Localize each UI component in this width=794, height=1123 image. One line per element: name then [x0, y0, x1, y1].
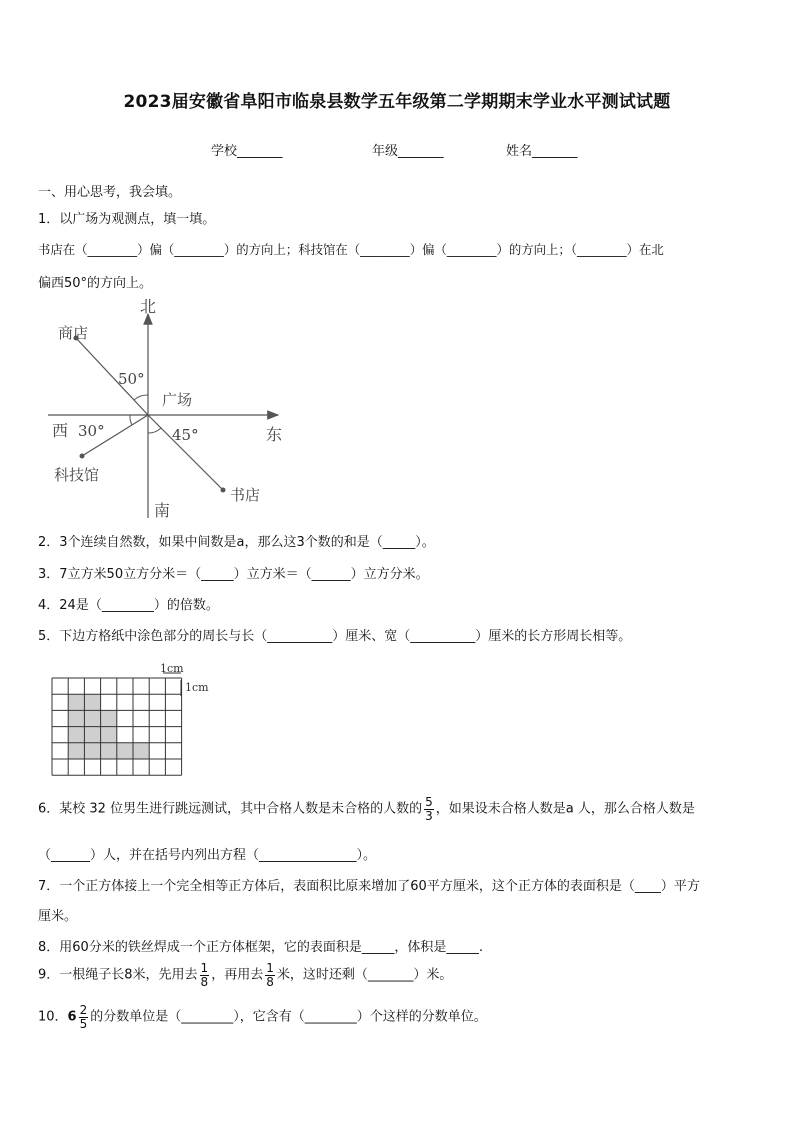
- unit-label-top: 1cm: [160, 662, 184, 675]
- name-field: 姓名_______: [506, 144, 578, 159]
- fraction-2-5: [79, 1004, 89, 1030]
- shaded-cell: [68, 727, 84, 743]
- label-shop: 商店: [58, 324, 89, 342]
- angle-arc-tech: [130, 415, 132, 425]
- fraction-1-8-first: [200, 962, 210, 988]
- angle-arc-shop: [134, 395, 148, 400]
- question-6-line1: [38, 796, 695, 822]
- angle-label-30: 30°: [78, 422, 105, 440]
- question-1-line1: 书店在（________）偏（________）的方向上；科技馆在（________）偏（________）的方向上；（________）在北: [38, 242, 664, 257]
- mixed-number-whole: 6: [67, 1009, 77, 1025]
- shaded-cell: [68, 743, 84, 759]
- fraction-denominator: 3: [425, 808, 433, 823]
- shaded-cell: [133, 743, 149, 759]
- grid-figure: [48, 660, 228, 780]
- question-9-text-b: ，再用去: [211, 967, 264, 983]
- fraction-numerator: 1: [200, 961, 209, 975]
- shaded-cell: [68, 694, 84, 710]
- question-1-stem: 1．以广场为观测点，填一填。: [38, 212, 216, 227]
- question-8: 8．用60分米的铁丝焊成一个正方体框架，它的表面积是_____，体积是_____.: [38, 940, 483, 955]
- shaded-cell: [84, 694, 100, 710]
- fraction-denominator: 5: [79, 1016, 88, 1031]
- unit-label-side: 1cm: [185, 681, 209, 694]
- question-7-line1: 7．一个正方体接上一个完全相等正方体后，表面积比原来增加了60平方厘米，这个正方体的表面积是（____）平方: [38, 879, 700, 894]
- tech-point: [80, 454, 85, 459]
- question-9: [38, 962, 452, 988]
- question-9-text-c: 米，这时还剩（_______）米。: [276, 967, 453, 983]
- question-10-text-b: 的分数单位是（________），它含有（________）个这样的分数单位。: [90, 1009, 487, 1025]
- question-2: 2．3个连续自然数，如果中间数是a，那么这3个数的和是（_____）。: [38, 535, 435, 550]
- fraction-denominator: 8: [266, 974, 274, 989]
- direction-diagram: [46, 296, 296, 522]
- question-4: 4．24是（________）的倍数。: [38, 598, 219, 613]
- question-6-text-a: 6．某校 32 位男生进行跳远测试，其中合格人数是未合格的人数的: [38, 801, 423, 817]
- label-north: 北: [140, 297, 157, 316]
- label-east: 东: [266, 425, 283, 444]
- question-9-text-a: 9．一根绳子长8米，先用去: [38, 967, 198, 983]
- fraction-numerator: 2: [79, 1003, 88, 1017]
- question-10: [38, 1004, 487, 1030]
- shaded-cell: [84, 710, 100, 726]
- shaded-cell: [68, 710, 84, 726]
- shaded-cell: [117, 743, 133, 759]
- question-6-line2: （______）人，并在括号内列出方程（_______________）。: [38, 848, 377, 863]
- question-6-text-b: ，如果设未合格人数是a 人，那么合格人数是: [435, 801, 695, 817]
- shaded-cell: [101, 727, 117, 743]
- page-title: 2023届安徽省阜阳市临泉县数学五年级第二学期期末学业水平测试试题: [123, 92, 671, 112]
- angle-label-50: 50°: [118, 370, 145, 388]
- label-plaza: 广场: [162, 391, 193, 409]
- grade-field: 年级_______: [372, 144, 444, 159]
- question-1-line2: 偏西50°的方向上。: [38, 276, 153, 291]
- shaded-cell: [84, 727, 100, 743]
- school-field: 学校_______: [211, 144, 283, 159]
- shaded-cell: [84, 743, 100, 759]
- label-tech: 科技馆: [54, 466, 100, 484]
- question-7-line2: 厘米。: [38, 909, 78, 924]
- fraction-denominator: 8: [200, 974, 209, 989]
- grid-lines: [52, 678, 182, 775]
- question-10-number: 10．: [38, 1009, 68, 1025]
- fraction-numerator: 1: [266, 961, 274, 975]
- angle-arc-book: [148, 428, 161, 433]
- fraction-5-3: [424, 796, 434, 822]
- question-5: 5．下边方格纸中涂色部分的周长与长（__________）厘米、宽（__________）厘米的长方形周长相等。: [38, 629, 632, 644]
- angle-label-45: 45°: [172, 426, 199, 444]
- book-point: [221, 488, 226, 493]
- question-3: 3．7立方米50立方分米＝（_____）立方米＝（______）立方分米。: [38, 567, 429, 582]
- label-south: 南: [154, 501, 171, 520]
- label-west: 西: [52, 421, 69, 440]
- section-heading: 一、用心思考，我会填。: [38, 185, 182, 200]
- fraction-1-8-second: [265, 962, 275, 988]
- shaded-cell: [101, 743, 117, 759]
- shaded-cell: [101, 710, 117, 726]
- fraction-numerator: 5: [425, 795, 433, 809]
- label-bookstore: 书店: [230, 486, 261, 504]
